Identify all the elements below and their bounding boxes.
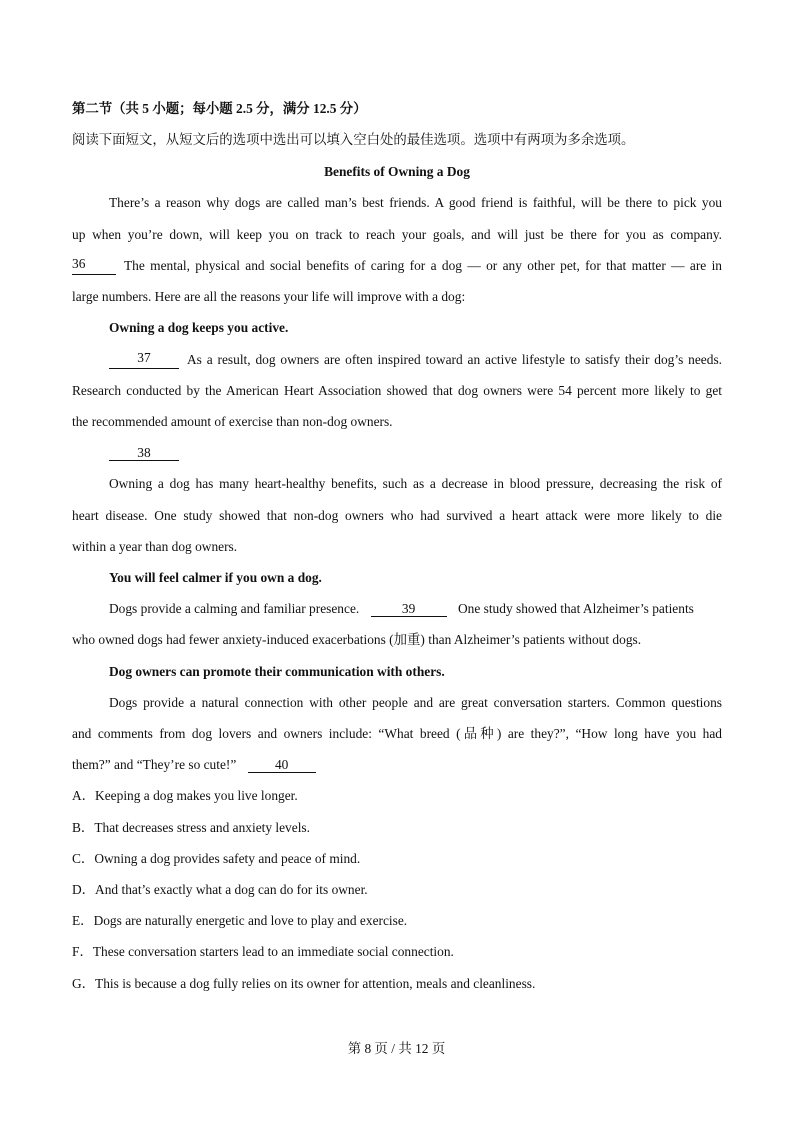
option-c: C．Owning a dog provides safety and peace of mind. [72,851,361,866]
heading-calmer: You will feel calmer if you own a dog. [109,570,322,585]
page-footer: 第 8 页 / 共 12 页 [347,1041,446,1056]
option-e: E．Dogs are naturally energetic and love to play and exercise. [72,913,408,928]
paragraph3-line2: heart disease. One study showed that non-dog owners who had survived a heart attack were more likely to die [72,508,722,523]
passage-title: Benefits of Owning a Dog [324,164,470,179]
paragraph4-line1-text: One study showed that Alzheimer’s patients [457,601,694,616]
paragraph4-line2: who owned dogs had fewer anxiety-induced exacerbations (加重) than Alzheimer’s patients without dogs. [72,632,642,647]
paragraph2-line3: the recommended amount of exercise than non-dog owners. [72,414,393,429]
paragraph4-line1 [72,600,722,618]
paragraph1-line1: There’s a reason why dogs are called man’s best friends. A good friend is faithful, will be there to pick you [109,195,722,210]
option-a: A．Keeping a dog makes you live longer. [72,788,298,803]
blank-37: 37 [109,351,179,369]
paragraph4-line1-start: Dogs provide a calming and familiar presence. [109,601,360,616]
paragraph1-line2: up when you’re down, will keep you on track to reach your goals, and will just be there for you as company. [72,227,722,242]
paragraph2-line1-text: As a result, dog owners are often inspired toward an active lifestyle to satisfy their dog’s needs. [187,352,722,367]
blank-38-line [72,444,722,462]
paragraph2-line1 [72,351,722,369]
blank-39: 39 [371,602,447,617]
paragraph5-line3 [72,756,722,774]
heading-communication: Dog owners can promote their communication with others. [109,664,445,679]
instructions: 阅读下面短文，从短文后的选项中选出可以填入空白处的最佳选项。选项中有两项为多余选项。 [72,132,635,147]
paragraph1-line4: large numbers. Here are all the reasons your life will improve with a dog: [72,289,466,304]
paragraph3-line1: Owning a dog has many heart-healthy benefits, such as a decrease in blood pressure, decreasing the risk of [109,476,722,491]
paragraph5-line1: Dogs provide a natural connection with other people and are great conversation starters. Common questions [109,695,722,710]
blank-38: 38 [109,446,179,461]
option-d: D．And that’s exactly what a dog can do for its owner. [72,882,368,897]
paragraph1-line3-text: The mental, physical and social benefits of caring for a dog — or any other pet, for that matter — are in [124,258,722,273]
option-f: F．These conversation starters lead to an immediate social connection. [72,944,454,959]
option-g: G．This is because a dog fully relies on its owner for attention, meals and cleanliness. [72,976,536,991]
paragraph3-line3: within a year than dog owners. [72,539,238,554]
blank-40: 40 [248,758,316,773]
option-b: B．That decreases stress and anxiety levels. [72,820,310,835]
paragraph1-line3 [72,257,722,275]
section-header: 第二节（共 5 小题；每小题 2.5 分，满分 12.5 分） [72,101,367,116]
paragraph5-line2: and comments from dog lovers and owners include: “What breed (品种) are they?”, “How long have you had [72,726,722,741]
paragraph5-line3-start: them?” and “They’re so cute!” [72,757,237,772]
heading-active: Owning a dog keeps you active. [109,320,289,335]
paragraph2-line2: Research conducted by the American Heart Association showed that dog owners were 54 percent more likely to get [72,383,722,398]
blank-36: 36 [72,257,116,275]
